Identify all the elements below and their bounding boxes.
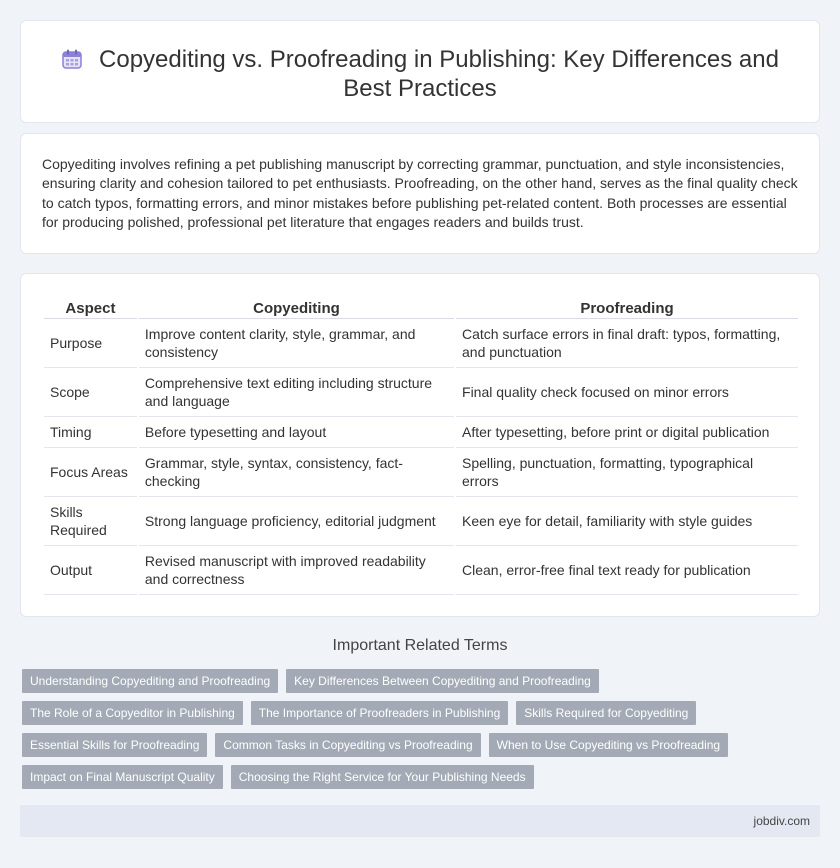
footer-site-link[interactable]: jobdiv.com <box>753 814 810 828</box>
page-title-row <box>21 45 819 103</box>
calendar-icon <box>61 48 83 70</box>
row-aspect: Timing <box>44 417 137 448</box>
related-term-tag[interactable]: Common Tasks in Copyediting vs Proofreading <box>215 733 480 757</box>
related-term-tag[interactable]: Key Differences Between Copyediting and Proofreading <box>286 669 599 693</box>
related-term-tag[interactable]: Choosing the Right Service for Your Publishing Needs <box>231 765 534 789</box>
table-row <box>44 448 798 497</box>
row-copyediting: Grammar, style, syntax, consistency, fact-checking <box>139 448 454 497</box>
related-term-tag[interactable]: Skills Required for Copyediting <box>516 701 696 725</box>
table-row <box>44 546 798 595</box>
row-copyediting: Strong language proficiency, editorial judgment <box>139 497 454 546</box>
related-term-tag[interactable]: The Importance of Proofreaders in Publishing <box>251 701 508 725</box>
related-terms-list <box>22 669 812 789</box>
row-proofreading: Clean, error-free final text ready for publication <box>456 546 798 595</box>
related-term-tag[interactable]: Impact on Final Manuscript Quality <box>22 765 223 789</box>
column-header-proofreading: Proofreading <box>456 294 798 319</box>
table-header-row <box>44 294 798 319</box>
comparison-table <box>42 294 800 595</box>
table-row <box>44 368 798 417</box>
related-term-tag[interactable]: Understanding Copyediting and Proofreading <box>22 669 278 693</box>
intro-card <box>20 133 820 254</box>
related-terms-title: Important Related Terms <box>332 637 508 654</box>
comparison-card <box>20 273 820 617</box>
row-proofreading: Catch surface errors in final draft: typos, formatting, and punctuation <box>456 319 798 368</box>
row-proofreading: Spelling, punctuation, formatting, typographical errors <box>456 448 798 497</box>
row-proofreading: Keen eye for detail, familiarity with style guides <box>456 497 798 546</box>
row-aspect: Focus Areas <box>44 448 137 497</box>
header-card <box>20 20 820 123</box>
related-term-tag[interactable]: Essential Skills for Proofreading <box>22 733 207 757</box>
row-copyediting: Revised manuscript with improved readability and correctness <box>139 546 454 595</box>
related-term-tag[interactable]: The Role of a Copyeditor in Publishing <box>22 701 243 725</box>
row-aspect: Skills Required <box>44 497 137 546</box>
row-copyediting: Improve content clarity, style, grammar, and consistency <box>139 319 454 368</box>
page-title: Copyediting vs. Proofreading in Publishing: Key Differences and Best Practices <box>99 46 779 102</box>
row-copyediting: Before typesetting and layout <box>139 417 454 448</box>
table-row <box>44 319 798 368</box>
table-row <box>44 417 798 448</box>
intro-text: Copyediting involves refining a pet publishing manuscript by correcting grammar, punctuation, and style inconsistencies, ensuring clarity and cohesion tailored to pet enthusiasts. Proofreading, on the other hand, serves as the final quality check to catch typos, formatting errors, and minor mistakes before publishing pet-related content. Both processes are essential for producing polished, professional pet literature that engages readers and builds trust. <box>42 156 798 230</box>
related-term-tag[interactable]: When to Use Copyediting vs Proofreading <box>489 733 728 757</box>
table-row <box>44 497 798 546</box>
column-header-copyediting: Copyediting <box>139 294 454 319</box>
row-proofreading: Final quality check focused on minor errors <box>456 368 798 417</box>
row-aspect: Purpose <box>44 319 137 368</box>
row-proofreading: After typesetting, before print or digital publication <box>456 417 798 448</box>
row-aspect: Scope <box>44 368 137 417</box>
footer <box>20 805 820 837</box>
row-aspect: Output <box>44 546 137 595</box>
column-header-aspect: Aspect <box>44 294 137 319</box>
row-copyediting: Comprehensive text editing including structure and language <box>139 368 454 417</box>
